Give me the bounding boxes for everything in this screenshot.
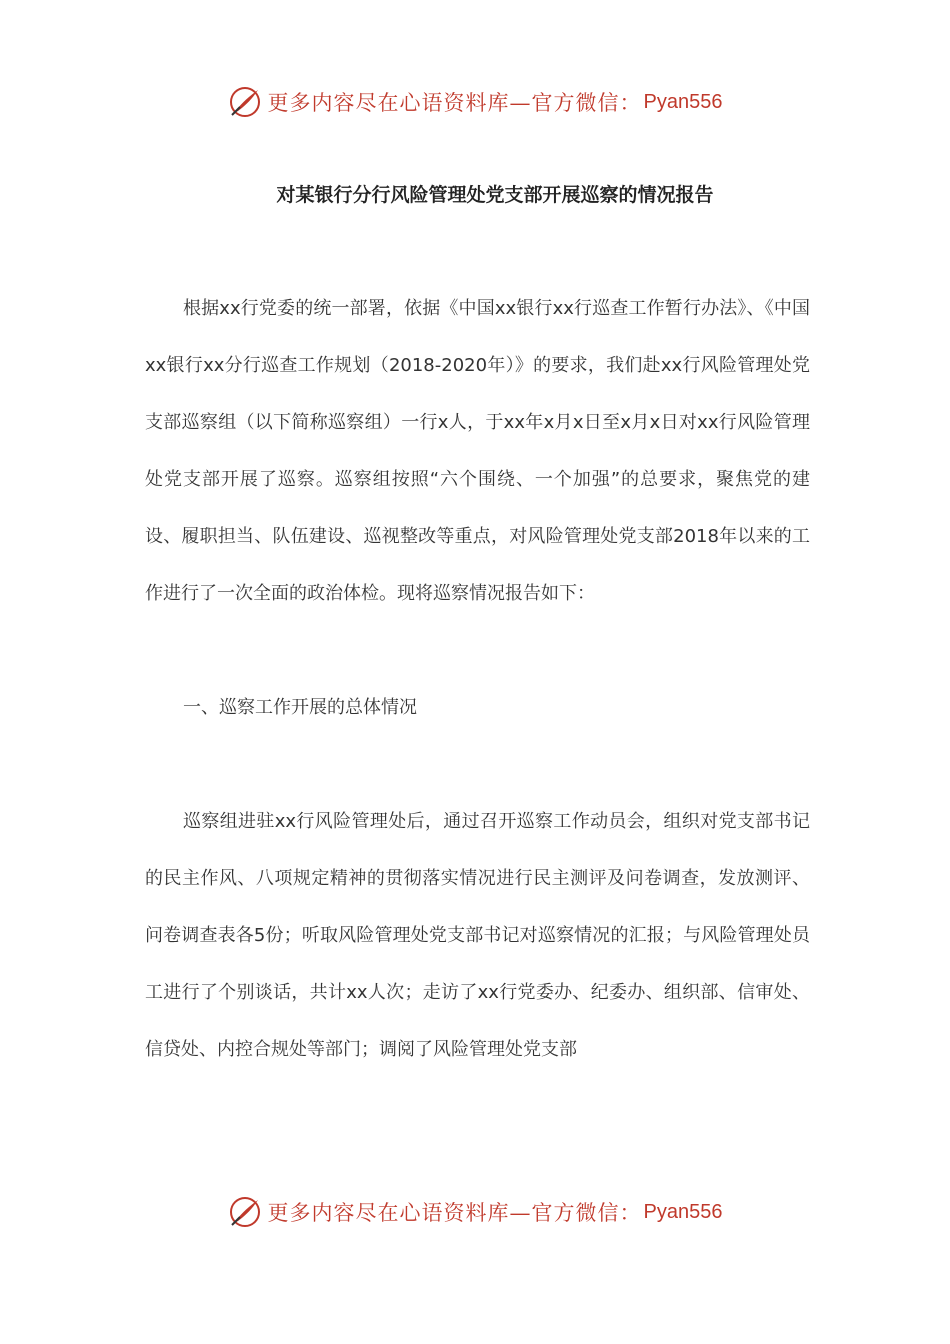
paragraph-overview: 巡察组进驻xx行风险管理处后，通过召开巡察工作动员会，组织对党支部书记的民主作风、八项规定精神的贯彻落实情况进行民主测评及问卷调查，发放测评、问卷调查表各5份；听取风险管理处党支部书记对巡察情况的汇报；与风险管理处员工进行了个别谈话，共计xx人次；走访了xx行党委办、纪委办、组织部、信审处、信贷处、内控合规处等部门；调阅了风险管理处党支部 (145, 811, 810, 1060)
banner-wechat-id: Pyan556 (643, 90, 723, 113)
banner-slogan: 更多内容尽在心语资料库—官方微信： (267, 1201, 642, 1225)
document-body (145, 280, 810, 1078)
header-banner (0, 80, 950, 124)
footer-banner (0, 1190, 950, 1234)
quill-pen-logo-icon (228, 1195, 262, 1229)
quill-pen-logo-icon (228, 85, 262, 119)
document-title: 对某银行分行风险管理处党支部开展巡察的情况报告 (276, 184, 714, 206)
paragraph-intro: 根据xx行党委的统一部署，依据《中国xx银行xx行巡查工作暂行办法》、《中国xx银行xx分行巡查工作规划（2018-2020年）》的要求，我们赴xx行风险管理处党支部巡察组（以下简称巡察组）一行x人，于xx年x月x日至x月x日对xx行风险管理处党支部开展了巡察。巡察组按照“六个围绕、一个加强”的总要求，聚焦党的建设、履职担当、队伍建设、巡视整改等重点，对风险管理处党支部2018年以来的工作进行了一次全面的政治体检。现将巡察情况报告如下： (145, 298, 810, 604)
section-heading: 一、巡察工作开展的总体情况 (183, 697, 417, 718)
banner-slogan: 更多内容尽在心语资料库—官方微信： (267, 91, 642, 115)
banner-wechat-id: Pyan556 (643, 1200, 723, 1223)
